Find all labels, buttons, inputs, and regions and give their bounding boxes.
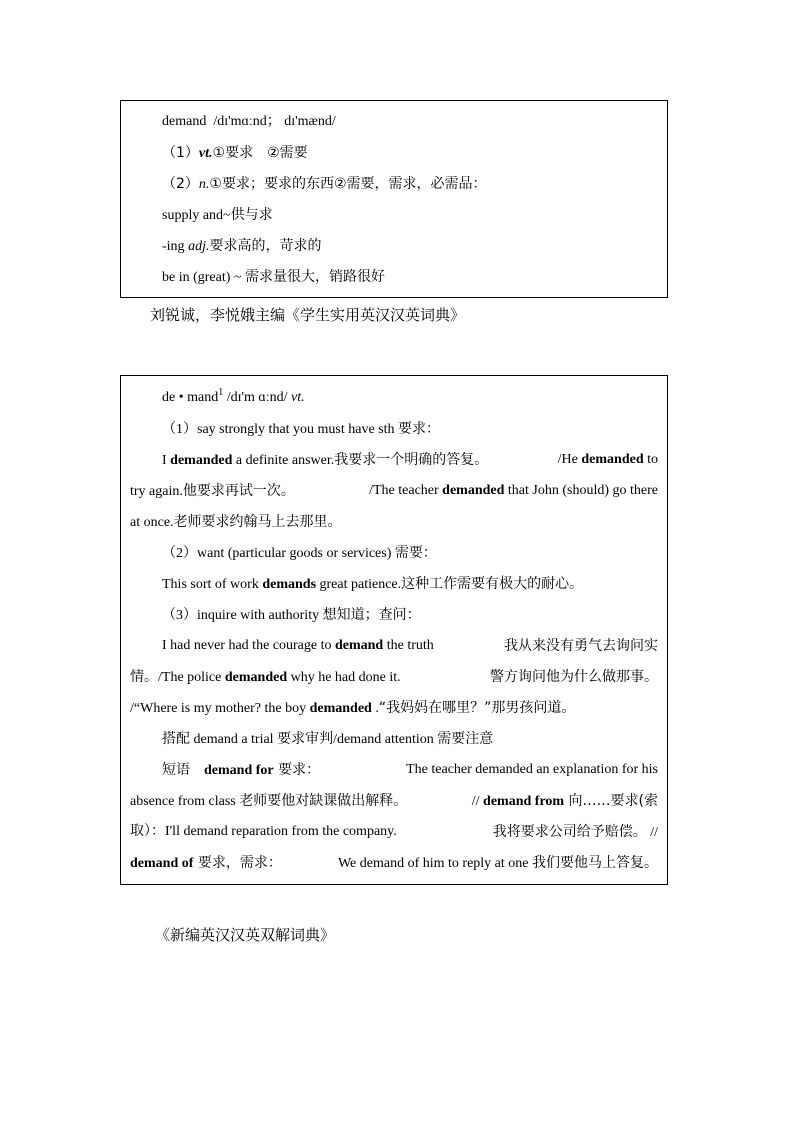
entry1-sense-2: （2）n.①要求；要求的东西②需要，需求，必需品： <box>162 176 487 192</box>
entry1-phrase-be-in: be in (great) ~ 需求量很大，销路很好 <box>162 269 385 285</box>
example-line-6: 情。/The police demanded why he had done it. 警方询问他为什么做那事。 <box>130 669 658 685</box>
entry1-sense-1: （1）vt.①要求 ②需要 <box>162 145 308 161</box>
example-line-1: I demanded a definite answer.我要求一个明确的答复。 /He demanded to <box>162 452 658 468</box>
entry1-phrase-supply: supply and~供与求 <box>162 207 273 223</box>
headword: demand <box>162 114 207 129</box>
dictionary-entry-box-2 <box>120 375 668 885</box>
example-line-3: at once.老师要求约翰马上去那里。 <box>130 514 342 530</box>
dictionary-entry-box-1 <box>120 100 668 298</box>
example-line-2: try again.他要求再试一次。 /The teacher demanded that John (should) go there <box>130 483 658 499</box>
collocation-line: 搭配 demand a trial 要求审判/demand attention 需要注意 <box>162 731 494 747</box>
example-line-4: This sort of work demands great patience.这种工作需要有极大的耐心。 <box>162 576 584 592</box>
phrase-line-2: absence from class 老师要他对缺课做出解释。 // demand from 向……要求(索 <box>130 793 658 809</box>
source-caption-1: 刘锐诚，李悦娥主编《学生实用英汉汉英词典》 <box>150 306 466 324</box>
source-caption-2: 《新编英汉汉英双解词典》 <box>155 926 336 944</box>
phonetic: /dɪ'mɑːnd； dɪ'mænd/ <box>213 114 336 129</box>
entry2-headword-line: de • mand$^1$ /dɪ'm ɑːnd/ vt. <box>162 387 305 405</box>
entry1-derivative: -ing adj.要求高的，苛求的 <box>162 238 322 254</box>
phrase-line-3: 取）：I'll demand reparation from the company. 我将要求公司给予赔偿。 // <box>130 824 658 840</box>
entry1-headword-line <box>162 112 336 132</box>
entry2-sense-2: （2）want (particular goods or services) 需要： <box>162 545 437 561</box>
entry2-sense-3: （3）inquire with authority 想知道；查问： <box>162 607 421 623</box>
example-line-5: I had never had the courage to demand the truth 我从来没有勇气去询问实 <box>162 638 658 654</box>
entry2-sense-1: （1）say strongly that you must have sth 要求： <box>162 421 441 437</box>
example-line-7: /“Where is my mother? the boy demanded .“我妈妈在哪里？”那男孩问道。 <box>130 700 576 716</box>
phrase-line-1: 短语 demand for 要求： The teacher demanded an explanation for his <box>162 762 658 778</box>
phrase-line-4: demand of 要求，需求： We demand of him to reply at one 我们要他马上答复。 <box>130 855 658 871</box>
